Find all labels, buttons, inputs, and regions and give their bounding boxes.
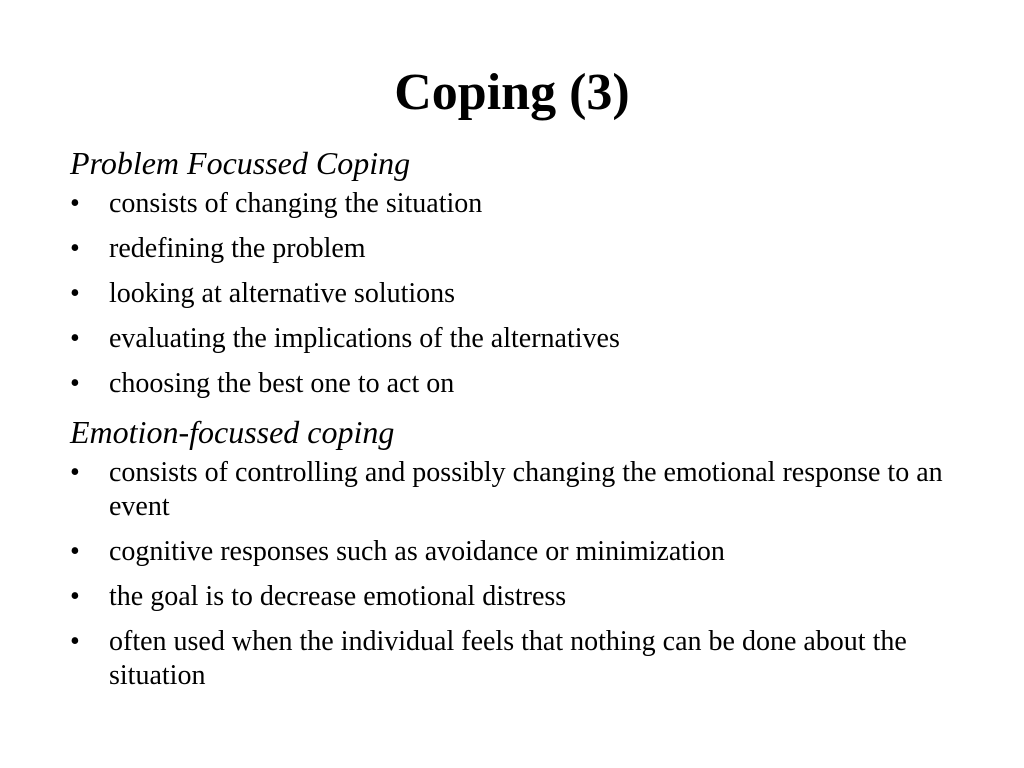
bullet-icon: • (70, 233, 80, 264)
list-item (70, 232, 970, 266)
list-item-text: consists of controlling and possibly changing the emotional response to an event (109, 457, 943, 522)
section-heading-emotion-focussed: Emotion-focussed coping (70, 414, 395, 450)
bullet-list-emotion-focussed (70, 456, 970, 693)
bullet-icon: • (70, 323, 80, 354)
list-item-text: the goal is to decrease emotional distress (109, 581, 567, 612)
bullet-icon: • (70, 278, 80, 309)
list-item-text: consists of changing the situation (109, 188, 483, 219)
list-item-text: evaluating the implications of the alternatives (109, 323, 620, 354)
slide-body (70, 143, 970, 704)
bullet-list-problem-focussed (70, 187, 970, 401)
list-item-text: looking at alternative solutions (109, 278, 456, 309)
list-item (70, 456, 970, 524)
list-item (70, 625, 970, 693)
list-item (70, 187, 970, 221)
list-item (70, 322, 970, 356)
bullet-icon: • (70, 188, 80, 219)
list-item-text: often used when the individual feels that nothing can be done about the situation (109, 626, 907, 691)
bullet-icon: • (70, 626, 80, 657)
list-item (70, 580, 970, 614)
bullet-icon: • (70, 536, 80, 567)
bullet-icon: • (70, 368, 80, 399)
list-item (70, 367, 970, 401)
list-item-text: choosing the best one to act on (109, 368, 455, 399)
slide-title: Coping (3) (394, 64, 630, 121)
bullet-icon: • (70, 457, 80, 488)
list-item (70, 535, 970, 569)
list-item-text: redefining the problem (109, 233, 366, 264)
bullet-icon: • (70, 581, 80, 612)
section-heading-problem-focussed: Problem Focussed Coping (70, 145, 411, 181)
list-item-text: cognitive responses such as avoidance or minimization (109, 536, 725, 567)
list-item (70, 277, 970, 311)
